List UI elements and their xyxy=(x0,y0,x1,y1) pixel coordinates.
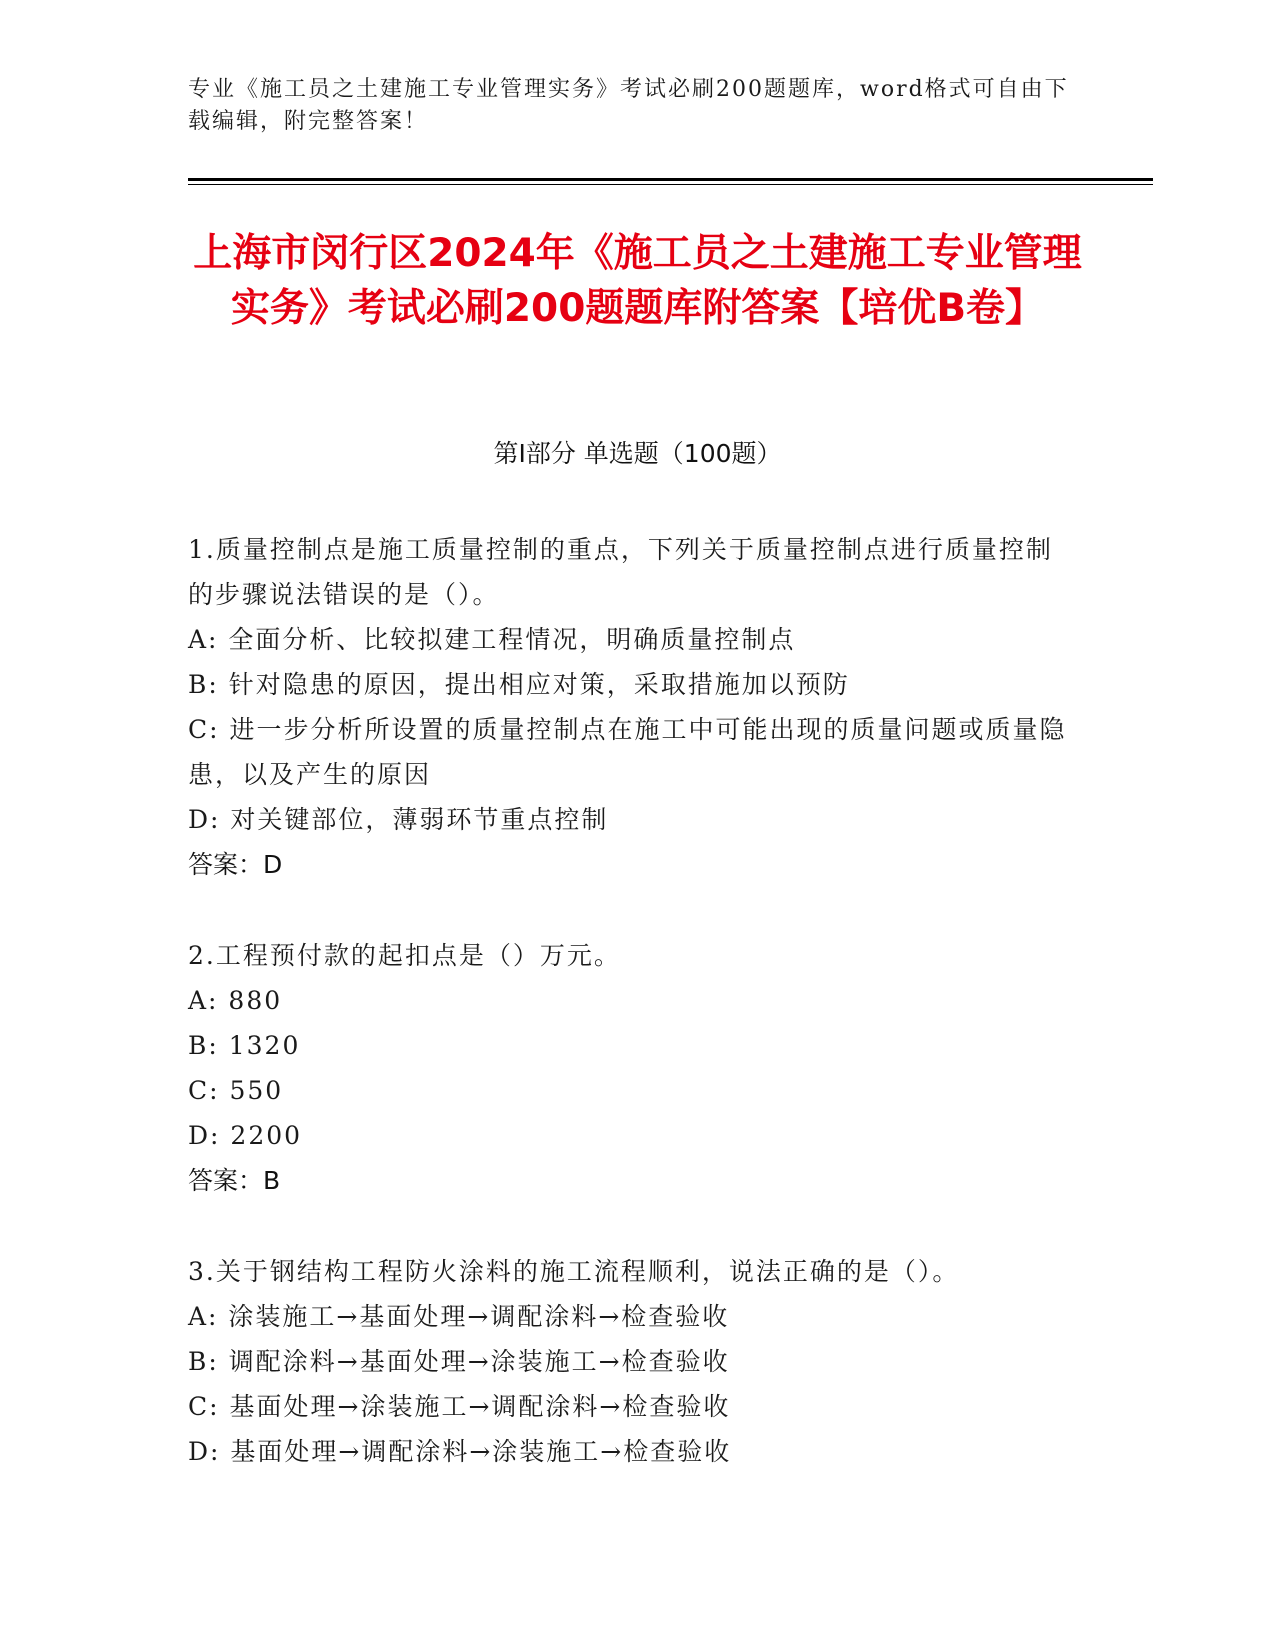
option-b: B: 针对隐患的原因，提出相应对策，采取措施加以预防 xyxy=(188,670,850,699)
option-b: B: 调配涂料→基面处理→涂装施工→检查验收 xyxy=(188,1347,730,1376)
option-d: D: 2200 xyxy=(188,1121,303,1150)
question-list xyxy=(188,527,1068,1520)
option-d: D: 基面处理→调配涂料→涂装施工→检查验收 xyxy=(188,1437,732,1466)
option-a: A: 全面分析、比较拟建工程情况，明确质量控制点 xyxy=(188,625,796,654)
header-rule-thick xyxy=(188,178,1153,181)
question-stem: 1.质量控制点是施工质量控制的重点，下列关于质量控制点进行质量控制的步骤说法错误的是（）。 xyxy=(188,535,1053,609)
option-b: B: 1320 xyxy=(188,1031,301,1060)
question-1 xyxy=(188,527,1068,887)
question-stem: 3.关于钢结构工程防火涂料的施工流程顺利，说法正确的是（）。 xyxy=(188,1257,960,1286)
header-note: 专业《施工员之土建施工专业管理实务》考试必刷200题题库，word格式可自由下载编辑，附完整答案！ xyxy=(188,77,1069,134)
option-a: A: 880 xyxy=(188,986,283,1015)
section-heading: 第Ⅰ部分 单选题（100题） xyxy=(493,439,782,468)
option-c: C: 550 xyxy=(188,1076,284,1105)
option-c: C: 基面处理→涂装施工→调配涂料→检查验收 xyxy=(188,1392,731,1421)
option-c: C: 进一步分析所设置的质量控制点在施工中可能出现的质量问题或质量隐患，以及产生的原因 xyxy=(188,715,1067,789)
header-rule-thin xyxy=(188,184,1153,185)
option-d: D: 对关键部位，薄弱环节重点控制 xyxy=(188,805,609,834)
question-3 xyxy=(188,1249,1068,1474)
document-title: 上海市闵行区2024年《施工员之土建施工专业管理实务》考试必刷200题题库附答案【培优B卷】 xyxy=(193,231,1082,331)
option-a: A: 涂装施工→基面处理→调配涂料→检查验收 xyxy=(188,1302,730,1331)
question-stem: 2.工程预付款的起扣点是（）万元。 xyxy=(188,941,621,970)
answer: 答案：D xyxy=(188,850,283,879)
question-2 xyxy=(188,933,1068,1203)
answer: 答案：B xyxy=(188,1166,281,1195)
